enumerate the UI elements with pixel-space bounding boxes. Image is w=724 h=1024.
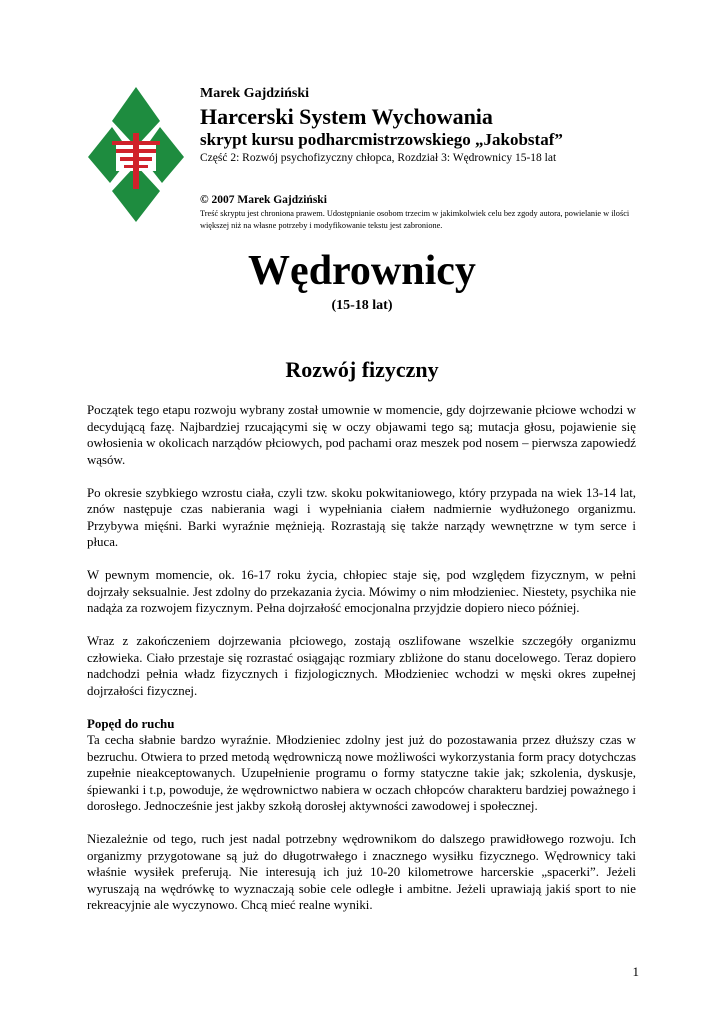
paragraph-text: Ta cecha słabnie bardzo wyraźnie. Młodzieniec zdolny jest już do pozostawania przez dłuższy czas w bezruchu. Otwiera to przed metodą wędrowniczą nowe możliwości wykorzystania form pracy dotychczas zupełnie nieakceptowanych. Uzupełnienie programu o formy statyczne takie jak; szkolenia, dyskusje, śpiewanki i t.p, powoduje, że wędrownictwo nabiera w oczach chłopców charakteru bardziej poważnego i dorosłego. Jednocześnie jest jakby szkołą dorosłej aktywności zawodowej i społecznej. [87,733,636,813]
subsection-heading: Popęd do ruchu [87,716,175,731]
paragraph: Niezależnie od tego, ruch jest nadal potrzebny wędrownikom do dalszego prawidłowego rozwoju. Ich organizmy przygotowane są już do długotrwałego i znacznego wysiłku fizycznego. Wędrownicy taki właśnie wysiłek preferują. Nie interesują ich już 10-20 kilometrowe harcerskie „spacerki”. Jeżeli wyruszają na wędrówkę to wyznaczają sobie cele odległe i ambitne. Jeżeli uprawiają jakiś sport to nie rekreacyjnie ale wyczynowo. Chcą mieć realne wyniki. [87,832,636,912]
author-name: Marek Gajdziński [200,86,310,101]
series-title: Harcerski System Wychowania [200,104,493,129]
lily-emblem-icon [88,87,184,222]
section-title: Rozwój fizyczny [285,357,439,382]
paragraph: Po okresie szybkiego wzrostu ciała, czyli tzw. skoku pokwitaniowego, który przypada na wiek 13-14 lat, znów następuje czas nabierania wagi i wypełniania ciałem nadmiernie wydłużonego organizmu. Przybywa mięśni. Barki wyraźnie mężnieją. Rozrastają się także narządy wewnętrzne w tym serce i płuca. [87,485,636,549]
course-subtitle: skrypt kursu podharcmistrzowskiego „Jakobstaf” [200,130,563,149]
age-range: (15-18 lat) [331,298,393,313]
body-text [87,402,636,930]
part-chapter-info: Część 2: Rozwój psychofizyczny chłopca, Rozdział 3: Wędrownicy 15-18 lat [200,152,557,164]
paragraph: Początek tego etapu rozwoju wybrany został umownie w momencie, gdy dojrzewanie płciowe wchodzi w decydującą fazę. Najbardziej rzucającymi się w oczy objawami tego są; mutacja głosu, pojawienie się owłosienia w okolicach narządów płciowych, pod pachami oraz meszek pod nosem – pierwsza zapowiedź wąsów. [87,403,636,467]
copyright-line: © 2007 Marek Gajdziński [200,194,327,206]
paragraph: Wraz z zakończeniem dojrzewania płciowego, zostają oszlifowane wszelkie szczegóły organizmu człowieka. Ciało przestaje się rozrastać osiągając rozmiary zbliżone do stanu docelowego. Teraz dopiero nadchodzi pełnia władz fizycznych i fizjologicznych. Młodzieniec wchodzi w męski okres zupełnej dojrzałości fizycznej. [87,634,636,698]
document-title: Wędrownicy [248,248,476,294]
copyright-notice: Treść skryptu jest chroniona prawem. Udostępnianie osobom trzecim w jakimkolwiek celu bez zgody autora, powielanie w ilości większej niż na własne potrzeby i modyfikowanie tekstu jest zabronione. [200,209,630,230]
paragraph: W pewnym momencie, ok. 16-17 roku życia, chłopiec staje się, pod względem fizycznym, w pełni dojrzały seksualnie. Jest zdolny do przekazania życia. Mówimy o nim młodzieniec. Niestety, psychika nie nadąża za rozwojem fizycznym. Pełna dojrzałość emocjonalna przyjdzie dopiero nieco później. [87,568,636,615]
subsection-paragraph [87,716,636,815]
page-number: 1 [632,964,639,979]
document-header [200,85,640,166]
copyright-block [200,193,650,231]
